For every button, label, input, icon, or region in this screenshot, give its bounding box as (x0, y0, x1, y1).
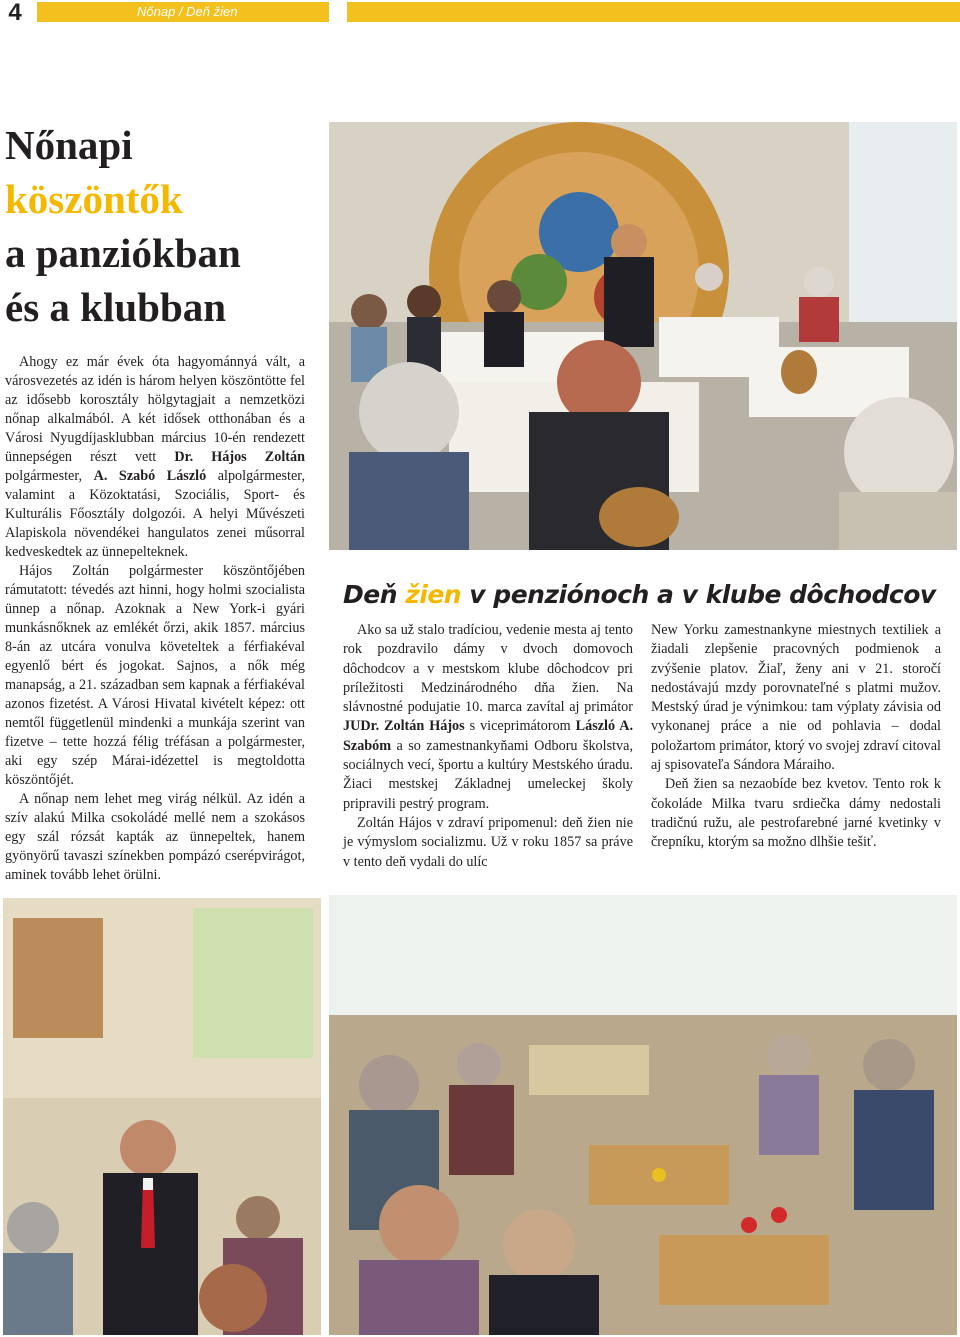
hu-p1-name-mayor: Dr. Hájos Zoltán (174, 449, 306, 465)
hu-title-line2: köszöntők (5, 176, 183, 222)
section-bar: Nőnap / Deň žien (37, 2, 329, 22)
hu-article-title (5, 118, 325, 334)
hu-title-line3: a panziókban (5, 230, 241, 276)
hu-article-body (5, 353, 305, 885)
photo-club-room (329, 895, 957, 1335)
photo-mayor-art (3, 898, 321, 1335)
sk-column-1 (343, 621, 633, 872)
hu-paragraph-1 (5, 353, 305, 562)
sk-column-2 (651, 621, 941, 853)
sk-p1-text-c: s viceprimátorom (464, 718, 576, 735)
sk-title-a: Deň (343, 580, 406, 609)
hu-title-line1: Nőnapi (5, 122, 133, 168)
hu-paragraph-2: Hájos Zoltán polgármester köszöntőjében rámutatott: tévedés azt hinni, hogy holmi szocialista ünnep a nőnap. Azoknak a New York-i gyári munkásnőknek az emlékét őrzi, akik 1857. március 8-án az utcára vonulva követeltek a férfiakéval egyenlő bért és jogokat. Sajnos, a nők még manapság, a 21. században sem kapnak a férfiakéval azonos fizetést. A Városi Hivatal kivételt képez: ott nemtől függetlenül mindenki a munkája szerint van fizetve – tette hozzá félig tréfásan a polgármester, aki egy szép Márai-idézettel is megtoldotta köszöntőjét. (5, 563, 305, 788)
sk-title-b: žien (405, 580, 462, 609)
hu-p1-text-a: Ahogy ez már évek óta hagyománnyá vált, a városvezetés az idén is három helyen köszöntötte fel az idősebb korosztály hölgytagjait a nemzetközi nőnap alkalmából. A két idősek otthonában és a Városi Nyugdíjasklubban március 10-én rendezett ünnepségen részt vett (5, 354, 305, 465)
sk-title-c: v penziónoch a v klube dôchodcov (461, 580, 936, 609)
sk-article-title (343, 578, 943, 612)
hu-p1-text-c: polgármester, (5, 468, 94, 484)
sk-paragraph-2: Zoltán Hájos v zdraví pripomenul: deň žien nie je výmyslom socializmu. Už v roku 1857 sa práve v tento deň vydali do ulíc (343, 814, 633, 870)
sk-p1-name-deputy: László A. Szabóm (343, 718, 633, 754)
sk-paragraph-1 (343, 621, 633, 814)
sk-p1-text-a: Ako sa už stalo tradíciou, vedenie mesta aj tento rok pozdravilo dámy v dvoch domovoch dôchodcov a v mestskom klube dôchodcov pri príležitosti Medzinárodného dňa žien. Na slávnostné podujatie 10. marca zavítal aj primátor (343, 622, 633, 716)
sk-p1-name-mayor: JUDr. Zoltán Hájos (343, 718, 465, 735)
hu-p1-name-deputy: A. Szabó László (93, 468, 207, 484)
hu-p1-text-e: alpolgármester, valamint a Közoktatási, Szociális, Sport- és Kulturális Főosztály dolgozói. A helyi Művészeti Alapiskola növendékei hangulatos zenei műsorral kedveskedtek az ünnepelteknek. (5, 468, 306, 560)
sk-paragraph-3: New Yorku zamestnankyne miestnych textiliek a žiadali zlepšenie pracovných podmienok a zvýšenie platov. Žiaľ, ženy ani v 21. storočí nedostávajú mzdy porovnateľné s platmi mužov. Mestský úrad je výnimkou: tam výplaty závisia od vykonanej práce a nie od pohlavia – dodal položartom primátor, ktorý vo svojej zdraví citoval aj spisovateľa Sándora Máraiho. (651, 622, 941, 774)
sk-paragraph-4: Deň žien sa nezaobíde bez kvetov. Tento rok k čokoláde Milka tvaru srdiečka dámy nedostali tradičnú ružu, ale pestrofarebné jarné kvetinky v črepníku, ktorým sa možno dlhšie tešiť. (651, 776, 941, 851)
hu-title-line4: és a klubban (5, 284, 227, 330)
hu-paragraph-3: A nőnap nem lehet meg virág nélkül. Az idén a szív alakú Milka csokoládé mellé nem a szokásos egy szál rózsát kapták az ünnepeltek, hanem gyönyörű tavaszi színekben pompázó cserépvirágot, aminek tovább lehet örülni. (5, 791, 305, 883)
section-bar-right (347, 2, 960, 22)
photo-meeting-room (329, 122, 957, 550)
sk-p1-text-e: a so zamestnankyňami Odboru školstva, sociálnych vecí, športu a kultúry Mestského úradu. Žiaci mestskej Základnej umeleckej školy pripravili pestrý program. (343, 737, 633, 812)
photo-mayor-speaking (3, 898, 321, 1335)
photo-meeting-room-art (329, 122, 957, 550)
photo-club-room-art (329, 895, 957, 1335)
page-number: 4 (8, 0, 22, 26)
